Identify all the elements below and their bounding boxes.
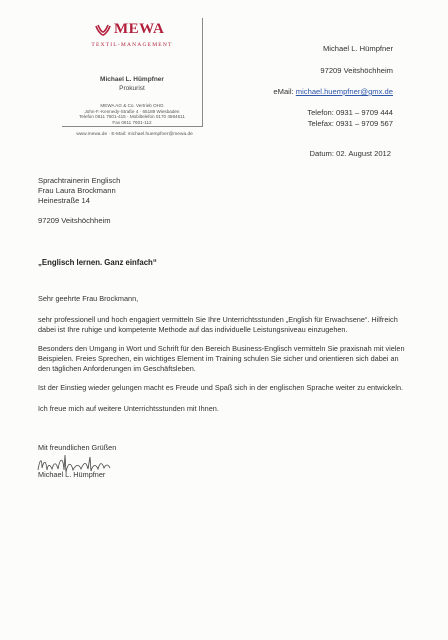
sender-phone: Telefon: 0931 – 9709 444: [307, 108, 393, 117]
signature-name: Michael L. Hümpfner: [38, 470, 106, 479]
recipient-line: 97209 Veitshöchheim: [38, 216, 111, 226]
paragraph: Ich freue mich auf weitere Unterrichtsstunden mit Ihnen.: [38, 404, 219, 413]
card-person-name: Michael L. Hümpfner: [100, 76, 164, 83]
paragraph: Ist der Einstieg wieder gelungen macht es Freude und Spaß sich in der englischen Sprache weiter zu entwickeln.: [38, 383, 404, 392]
brand-name: MEWA: [114, 21, 165, 37]
letter-subject: „Englisch lernen. Ganz einfach“: [38, 258, 157, 267]
card-address-line: Telefon 0611 7601-415 · Mobiltelefon 0170 4584611: [79, 114, 185, 120]
business-card-letterhead: [62, 18, 203, 137]
sender-city: 97209 Veitshöchheim: [320, 66, 393, 75]
sender-fax: Telefax: 0931 – 9709 567: [307, 119, 393, 128]
brand-logo: [62, 20, 202, 42]
salutation: Sehr geehrte Frau Brockmann,: [38, 294, 139, 303]
mewa-logo-icon: [94, 23, 112, 37]
card-person-role: Prokurist: [119, 85, 145, 92]
brand-subtitle: TEXTIL-MANAGEMENT: [91, 42, 173, 48]
sender-email-row: [273, 86, 393, 97]
recipient-line: Frau Laura Brockmann: [38, 185, 116, 195]
card-address-line: Fax 0611 7601-112: [112, 119, 152, 125]
card-address-line: John-F.-Kennedy-Straße 4 · 65189 Wiesbaden: [84, 108, 180, 114]
card-address: [62, 103, 202, 125]
card-address-line: MEWA AG & Co. Vertrieb OHG: [100, 103, 164, 108]
recipient-address: [38, 176, 120, 226]
closing: Mit freundlichen Grüßen: [38, 443, 117, 452]
email-label: eMail:: [273, 87, 294, 96]
paragraph: Besonders den Umgang in Wort und Schrift für den Bereich Business-Englisch vermitteln Sie praxisnah mit vielen Beispielen. Freies Sprechen, ein wichtiges Element im Training schulen Sie sicher und orientieren sich dabei an den täglichen Anforderungen im Geschäftsleben.: [38, 344, 405, 374]
sender-name: Michael L. Hümpfner: [322, 44, 393, 53]
paragraph: sehr professionell und hoch engagiert vermitteln Sie Ihre Unterrichtsstunden „English für Erwachsene“. Hilfreich dabei ist Ihre ruhige und kompetente Methode auf das individuelle Leistungsniveau einzugehen.: [38, 315, 398, 335]
recipient-line: Sprachtrainerin Englisch: [38, 176, 121, 185]
letter-date: Datum: 02. August 2012: [309, 149, 391, 158]
email-link[interactable]: michael.huempfner@gmx.de: [295, 87, 393, 96]
recipient-line: Heinestraße 14: [38, 195, 90, 205]
card-web-line: www.mewa.de · E-Mail: michael.huempfner@mewa.de: [76, 132, 193, 137]
